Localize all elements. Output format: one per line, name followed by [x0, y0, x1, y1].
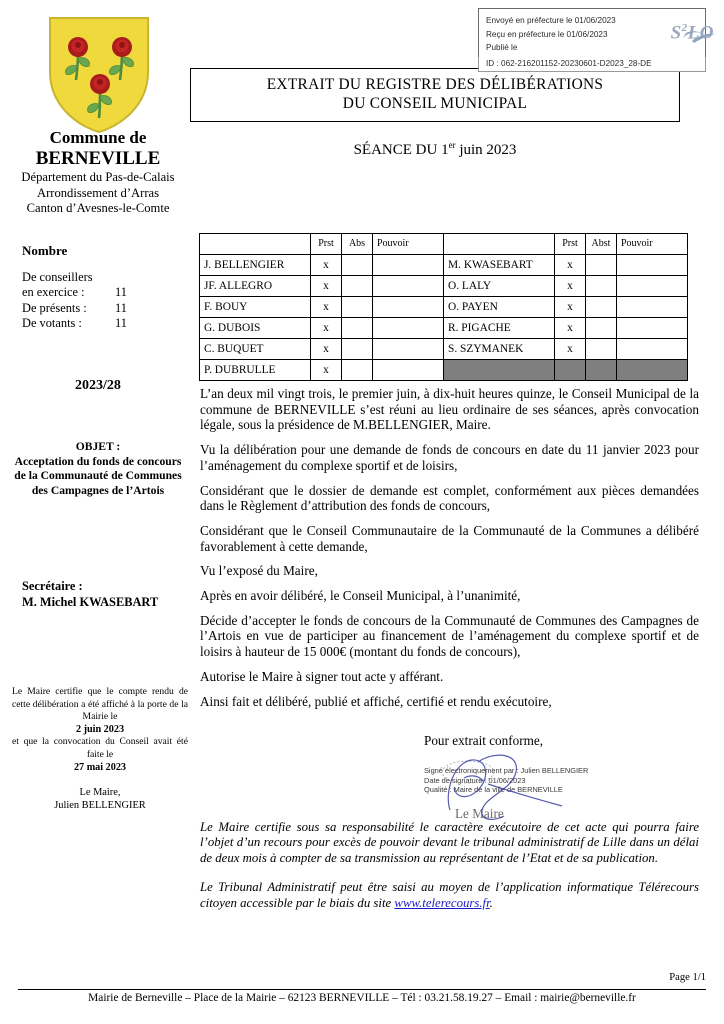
header-right-pouvoir: Pouvoir	[617, 234, 688, 255]
legal-notices	[200, 820, 699, 925]
count-value-votants: 11	[115, 316, 127, 330]
councillor-proxy	[373, 255, 444, 276]
body-paragraph-considerant-dossier: Considérant que le dossier de demande est complet, conformément aux pièces demandées dans le Règlement d’attribution des fonds de concours,	[200, 482, 699, 514]
councillor-proxy	[617, 276, 688, 297]
empty-cell	[555, 360, 586, 381]
document-title-box	[190, 68, 680, 122]
councillor-present: x	[555, 276, 586, 297]
count-label-presents: De présents :	[22, 300, 87, 315]
slo-swoosh-icon	[682, 28, 716, 44]
councillor-proxy	[373, 297, 444, 318]
prefecture-id-line: ID : 062-216201152-20230601-D2023_28-DE	[478, 57, 706, 72]
councillor-present: x	[555, 318, 586, 339]
commune-prefix: Commune de	[49, 128, 147, 147]
councillor-present: x	[311, 255, 342, 276]
body-paragraph-ainsi-fait: Ainsi fait et délibéré, publié et affiché, certifié et rendu exécutoire,	[200, 693, 552, 709]
header-right-abst: Abst	[586, 234, 617, 255]
councillor-present: x	[555, 297, 586, 318]
body-paragraph-vu-deliberation: Vu la délibération pour une demande de fonds de concours en date du 11 janvier 2023 pour l’aménagement du complexe sportif et de loisirs,	[200, 442, 699, 473]
count-value-presents: 11	[115, 300, 127, 315]
signature-signed-by: Signé électroniquement par : Julien BELLENGIER	[424, 766, 589, 775]
objet-label: OBJET :	[75, 440, 121, 453]
header-right-name	[444, 234, 555, 255]
body-paragraph-opening: L’an deux mil vingt trois, le premier juin, à dix-huit heures quinze, le Conseil Municipal de la commune de BERNEVILLE s’est réuni au lieu ordinaire de ses séances, après convocation légale, sous la présidence de M.BELLENGIER, Maire.	[200, 386, 699, 433]
pour-extrait-conforme: Pour extrait conforme,	[424, 733, 544, 748]
legal-paragraph-executoire: Le Maire certifie sous sa responsabilité le caractère exécutoire de cet acte qui pourra faire l’objet d’un recours pour excès de pouvoir devant le tribunal administratif de Lille dans un délai de deux mois à compter de sa transmission au représentant de l’Etat et de sa publication.	[200, 820, 699, 865]
legal-telerecours-text: Le Tribunal Administratif peut être saisi au moyen de l’application informatique Télérecours citoyen accessible par le biais du site	[200, 880, 699, 910]
empty-cell	[586, 360, 617, 381]
certif-signature	[12, 786, 188, 812]
councillor-absent	[342, 360, 373, 381]
deliberation-number: 2023/28	[75, 378, 121, 393]
footer-contact-line: Mairie de Berneville – Place de la Mairie – 62123 BERNEVILLE – Tél : 03.21.58.19.27 – Email : mairie@berneville.fr	[88, 992, 636, 1004]
objet-block	[14, 440, 182, 498]
councillor-absent	[342, 276, 373, 297]
header-right-prst: Prst	[555, 234, 586, 255]
commune-name: BERNEVILLE	[35, 148, 161, 169]
signature-quality: Qualité : Maire de la ville de BERNEVILLE	[424, 785, 563, 795]
councillor-present: x	[311, 276, 342, 297]
councillor-name: S. SZYMANEK	[444, 339, 555, 360]
coat-of-arms-crest	[44, 14, 154, 134]
prefecture-stamp-box	[478, 8, 706, 59]
councillor-proxy	[617, 318, 688, 339]
empty-cell	[444, 360, 555, 381]
councillor-name: P. DUBRULLE	[200, 360, 311, 381]
councillor-absent	[586, 339, 617, 360]
header-left-name	[200, 234, 311, 255]
body-paragraph-decide: Décide d’accepter le fonds de concours de la Communauté de Communes des Campagnes de l’Artois en vue de participer au financement de l’aménagement du complexe sportif et de loisirs à hauteur de 15 000€ (montant du fonds de concours),	[200, 612, 699, 660]
count-value-exercice: 11	[115, 285, 127, 299]
councillor-present: x	[311, 318, 342, 339]
posting-certification-block	[12, 686, 188, 812]
councillor-present: x	[555, 339, 586, 360]
count-label-exercice: en exercice :	[22, 285, 85, 299]
councillor-absent	[586, 318, 617, 339]
table-header-row	[200, 234, 688, 255]
body-paragraph-vu-expose: Vu l’exposé du Maire,	[200, 563, 318, 579]
councillor-absent	[586, 255, 617, 276]
councillor-name: O. LALY	[444, 276, 555, 297]
councillor-present: x	[311, 339, 342, 360]
table-row	[200, 276, 688, 297]
councillor-name: C. BUQUET	[200, 339, 311, 360]
councillor-absent	[342, 318, 373, 339]
empty-cell	[617, 360, 688, 381]
slo-logo: $S^2LO$	[670, 22, 714, 44]
councillor-name: JF. ALLEGRO	[200, 276, 311, 297]
count-label-votants: De votants :	[22, 316, 82, 330]
table-row	[200, 318, 688, 339]
le-maire-label: Le Maire	[455, 806, 504, 821]
councillor-proxy	[373, 360, 444, 381]
councillor-proxy	[373, 339, 444, 360]
page-number: Page 1/1	[669, 972, 706, 983]
signature-date: Date de signature : 01/06/2023	[424, 775, 526, 785]
certif-maire-label: Le Maire,	[79, 787, 121, 799]
body-paragraph-apres-delibere: Après en avoir délibéré, le Conseil Municipal, à l’unanimité,	[200, 588, 521, 604]
table-row	[200, 360, 688, 381]
prefecture-received-line: Reçu en préfecture le 01/06/2023	[486, 29, 608, 39]
attendance-table	[199, 233, 688, 381]
deliberation-body	[200, 386, 699, 718]
header-left-abs: Abs	[342, 234, 373, 255]
count-row-conseillers	[22, 270, 196, 286]
certif-text-part1: Le Maire certifie que le compte rendu de cette délibération a été affiché à la porte de la Mairie le	[12, 686, 188, 723]
councillor-name: R. PIGACHE	[444, 318, 555, 339]
councillor-absent	[586, 297, 617, 318]
objet-text: Acceptation du fonds de concours de la Communauté de Communes des Campagnes de l’Artois	[14, 454, 182, 497]
table-row	[200, 255, 688, 276]
councillor-absent	[342, 297, 373, 318]
secretaire-label: Secrétaire :	[22, 579, 83, 593]
councillor-absent	[342, 255, 373, 276]
body-paragraph-autorise: Autorise le Maire à signer tout acte y afférant.	[200, 668, 444, 684]
body-paragraph-considerant-conseil: Considérant que le Conseil Communautaire de la Communauté de la Communes a délibéré favorablement à cette demande,	[200, 522, 699, 554]
councillor-name: M. KWASEBART	[444, 255, 555, 276]
certif-convocation-date: 27 mai 2023	[73, 761, 127, 773]
nombre-heading: Nombre	[22, 242, 68, 258]
count-row-exercice	[22, 285, 196, 301]
secretaire-name: M. Michel KWASEBART	[22, 595, 159, 609]
councillor-present: x	[555, 255, 586, 276]
header-left-prst: Prst	[311, 234, 342, 255]
certif-posting-date: 2 juin 2023	[75, 723, 125, 735]
legal-telerecours-suffix: .	[489, 895, 493, 910]
councillor-absent	[342, 339, 373, 360]
prefecture-published-line: Publié le	[486, 43, 518, 52]
document-title-line1: EXTRAIT DU REGISTRE DES DÉLIBÉRATIONS	[266, 76, 604, 93]
footer-divider	[18, 989, 706, 990]
council-counts	[0, 270, 196, 332]
legal-paragraph-telerecours	[200, 880, 699, 911]
councillor-present: x	[311, 297, 342, 318]
councillor-name: G. DUBOIS	[200, 318, 311, 339]
table-row	[200, 297, 688, 318]
departement-line: Département du Pas-de-Calais	[21, 170, 175, 184]
certif-maire-name: Julien BELLENGIER	[54, 800, 146, 812]
councillor-proxy	[617, 297, 688, 318]
councillor-present: x	[311, 360, 342, 381]
councillor-proxy	[373, 276, 444, 297]
councillor-proxy	[617, 339, 688, 360]
document-title-line2: DU CONSEIL MUNICIPAL	[342, 95, 528, 112]
canton-line: Canton d’Avesnes-le-Comte	[26, 201, 170, 215]
count-value-conseillers	[106, 270, 136, 286]
councillor-name: O. PAYEN	[444, 297, 555, 318]
councillor-absent	[586, 276, 617, 297]
count-label-conseillers: De conseillers	[22, 269, 93, 284]
left-identity-column	[0, 128, 196, 332]
session-date: SÉANCE DU 1er juin 2023	[353, 140, 517, 158]
councillor-proxy	[373, 318, 444, 339]
electronic-signature-details	[424, 766, 604, 795]
header-left-pouvoir: Pouvoir	[373, 234, 444, 255]
count-row-presents	[22, 301, 196, 317]
secretaire-block	[22, 578, 196, 610]
table-row	[200, 339, 688, 360]
certif-text-part2: et que la convocation du Conseil avait été faite le	[12, 736, 188, 760]
telerecours-link[interactable]: www.telerecours.fr	[394, 895, 490, 910]
councillor-name: J. BELLENGIER	[200, 255, 311, 276]
count-row-votants	[22, 316, 196, 332]
councillor-proxy	[617, 255, 688, 276]
arrondissement-line: Arrondissement d’Arras	[36, 185, 160, 200]
prefecture-sent-line: Envoyé en préfecture le 01/06/2023	[486, 16, 616, 25]
councillor-name: F. BOUY	[200, 297, 311, 318]
